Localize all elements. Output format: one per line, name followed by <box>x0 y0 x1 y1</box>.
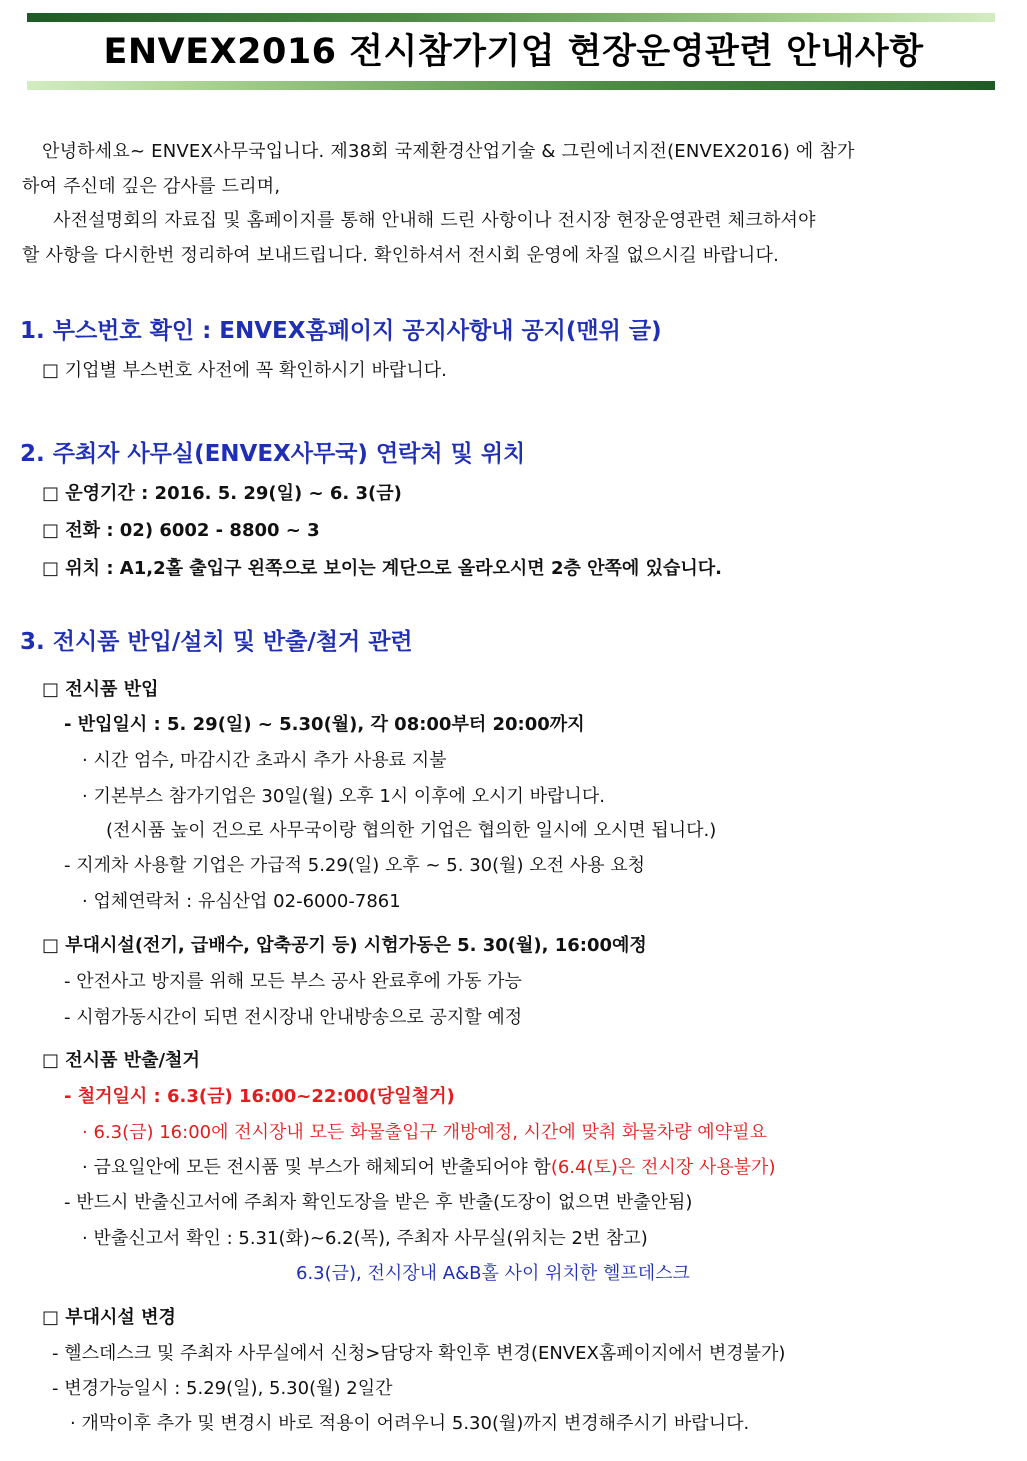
facility-change-period: - 변경가능일시 : 5.29(일), 5.30(월) 2일간 <box>52 1378 393 1399</box>
facility-test-note-2: - 시험가동시간이 되면 전시장내 안내방송으로 공지할 예정 <box>64 1007 523 1028</box>
item-facility-test: □ 부대시설(전기, 급배수, 압축공기 등) 시험가동은 5. 30(월), 16:00예정 <box>42 935 647 956</box>
section-2-location: □ 위치 : A1,2홀 출입구 왼쪽으로 보이는 계단으로 올라오시면 2층 안쪽에 있습니다. <box>42 558 722 579</box>
section-2-heading: 2. 주최자 사무실(ENVEX사무국) 연락처 및 위치 <box>20 441 526 467</box>
move-out-note-1: · 6.3(금) 16:00에 전시장내 모든 화물출입구 개방예정, 시간에 맞춰 화물차량 예약필요 <box>82 1122 767 1143</box>
forklift-contact: · 업체연락처 : 유심산업 02-6000-7861 <box>82 891 401 912</box>
section-1-item: □ 기업별 부스번호 사전에 꼭 확인하시기 바랍니다. <box>42 360 447 381</box>
move-out-note-2-warning: (6.4(토)은 전시장 사용불가) <box>550 1157 776 1178</box>
move-out-datetime: - 철거일시 : 6.3(금) 16:00~22:00(당일철거) <box>64 1086 455 1107</box>
move-out-note-2 <box>82 1155 775 1181</box>
item-facility-change: □ 부대시설 변경 <box>42 1307 176 1328</box>
move-out-form-check: · 반출신고서 확인 : 5.31(화)~6.2(목), 주최자 사무실(위치는 2번 참고) <box>82 1228 648 1249</box>
intro-line-4: 할 사항을 다시한번 정리하여 보내드립니다. 확인하셔서 전시회 운영에 차질 없으시길 바랍니다. <box>22 245 779 266</box>
intro-line-3: 사전설명회의 자료집 및 홈페이지를 통해 안내해 드린 사항이나 전시장 현장운영관련 체크하셔야 <box>53 210 816 231</box>
section-3-heading: 3. 전시품 반입/설치 및 반출/철거 관련 <box>20 629 413 655</box>
move-out-form-helpdesk: 6.3(금), 전시장내 A&B홀 사이 위치한 헬프데스크 <box>296 1263 690 1284</box>
move-in-note-1: · 시간 엄수, 마감시간 초과시 추가 사용료 지불 <box>82 750 447 771</box>
item-exhibit-move-in: □ 전시품 반입 <box>42 679 159 700</box>
header-bar-bottom <box>27 81 995 90</box>
facility-test-note-1: - 안전사고 방지를 위해 모든 부스 공사 완료후에 가동 가능 <box>64 971 522 992</box>
move-out-stamp-rule: - 반드시 반출신고서에 주최자 확인도장을 받은 후 반출(도장이 없으면 반출안됨) <box>64 1192 693 1213</box>
page-title: ENVEX2016 전시참가기업 현장운영관련 안내사항 <box>103 32 924 72</box>
facility-change-note: · 개막이후 추가 및 변경시 바로 적용이 어려우니 5.30(월)까지 변경해주시기 바랍니다. <box>70 1413 750 1434</box>
intro-line-2: 하여 주신데 깊은 감사를 드리며, <box>22 176 281 197</box>
move-out-note-2-text: · 금요일안에 모든 전시품 및 부스가 해체되어 반출되어야 함 <box>82 1157 551 1178</box>
move-in-datetime: - 반입일시 : 5. 29(일) ~ 5.30(월), 각 08:00부터 20:00까지 <box>64 714 585 735</box>
section-1-heading: 1. 부스번호 확인 : ENVEX홈페이지 공지사항내 공지(맨위 글) <box>20 318 662 344</box>
forklift-request: - 지게차 사용할 기업은 가급적 5.29(일) 오후 ~ 5. 30(월) 오전 사용 요청 <box>64 855 646 876</box>
intro-line-1: 안녕하세요~ ENVEX사무국입니다. 제38회 국제환경산업기술 & 그린에너지전(ENVEX2016) 에 참가 <box>42 141 855 162</box>
section-2-period: □ 운영기간 : 2016. 5. 29(일) ~ 6. 3(금) <box>42 483 402 504</box>
facility-change-apply: - 헬스데스크 및 주최자 사무실에서 신청>담당자 확인후 변경(ENVEX홈페이지에서 변경불가) <box>52 1343 786 1364</box>
item-move-out: □ 전시품 반출/철거 <box>42 1050 200 1071</box>
header-bar-top <box>27 13 995 22</box>
section-2-phone: □ 전화 : 02) 6002 - 8800 ~ 3 <box>42 520 320 541</box>
move-in-note-3: (전시품 높이 건으로 사무국이랑 협의한 기업은 협의한 일시에 오시면 됩니다.) <box>106 820 717 841</box>
move-in-note-2: · 기본부스 참가기업은 30일(월) 오후 1시 이후에 오시기 바랍니다. <box>82 786 605 807</box>
